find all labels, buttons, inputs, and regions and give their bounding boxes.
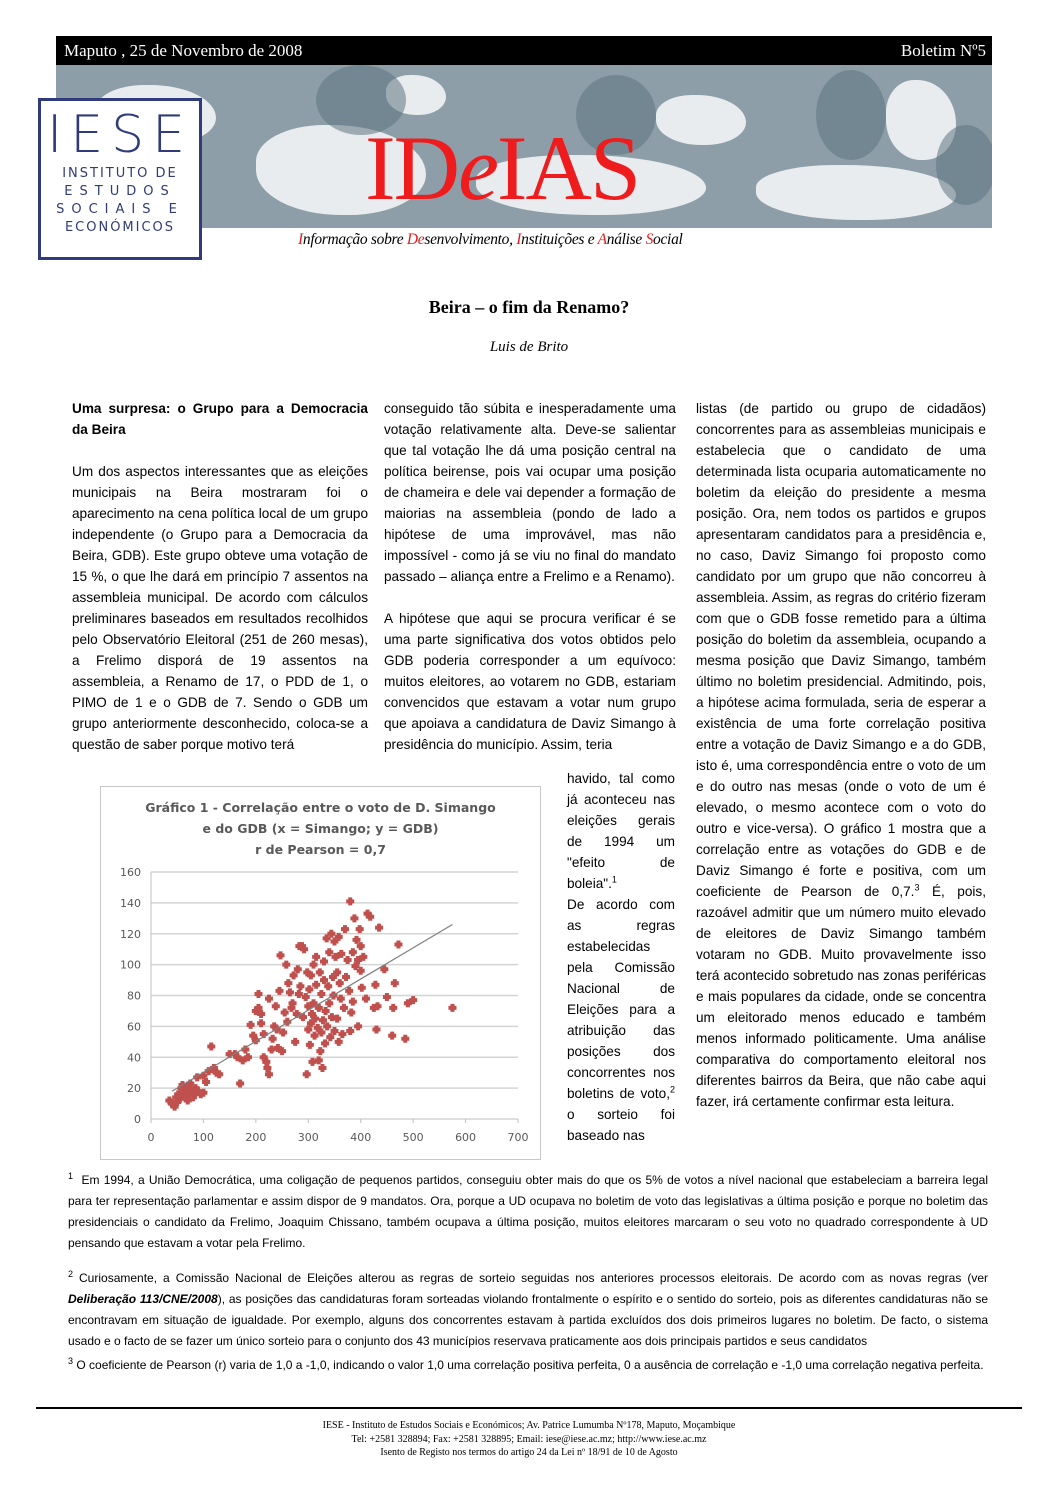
chart-title-line: Gráfico 1 - Correlação entre o voto de D. Simango (145, 800, 496, 815)
data-point (303, 1070, 311, 1078)
tagline-text: nstituições e (521, 231, 598, 248)
footnote-text: ), as posições das candidaturas foram sorteadas violando frontalmente o espírito e o sentido do sorteio, pois as diferentes candidaturas não se encontravam em situação de igualdade. Por exemplo, alguns dos concorrentes estavam à partida excluídos dos dois primeiros lugares no boletim. De facto, o sistema usado e o facto de se fazer um único sorteio para o conjunto dos 43 municípios reservava praticamente aos dois principais partidos e seus candidatos (68, 1292, 988, 1348)
x-tick-label: 400 (350, 1131, 372, 1144)
column-2-narrow (567, 768, 675, 1146)
data-point (335, 1038, 343, 1046)
data-point (312, 953, 320, 961)
publication-brand (365, 118, 639, 218)
x-tick-label: 100 (192, 1131, 214, 1144)
data-point (312, 981, 320, 989)
data-point (282, 961, 290, 969)
tagline (298, 231, 683, 249)
data-point (349, 998, 357, 1006)
data-point (336, 979, 344, 987)
brand-part: IAS (496, 117, 640, 219)
data-point (302, 993, 310, 1001)
data-point (341, 925, 349, 933)
data-point (254, 990, 262, 998)
data-point (358, 984, 366, 992)
paragraph (567, 768, 675, 894)
footnote-2 (68, 1268, 988, 1352)
y-tick-label: 100 (120, 958, 141, 972)
logo-line: ECONÓMICOS (64, 220, 176, 235)
data-point (388, 1032, 396, 1040)
footnote-marker: 3 (68, 1356, 74, 1366)
x-tick-label: 500 (402, 1131, 424, 1144)
paragraph-text: havido, tal como já aconteceu nas eleições gerais de 1994 um "efeito de boleia". (567, 771, 675, 891)
data-point (272, 1002, 280, 1010)
logo-line: INSTITUTO DE (62, 166, 178, 181)
footnote-text: Curiosamente, a Comissão Nacional de Eleições alterou as regras de sorteio seguidas nos anteriores processos eleitorais. De acordo com as novas regras (ver (79, 1271, 988, 1285)
section-heading: Uma surpresa: o Grupo para a Democracia da Beira (72, 401, 368, 437)
paragraph-text: De acordo com as regras estabelecidas pela Comissão Nacional de Eleições para a atribuição das posições dos concorrentes nos boletins de voto, (567, 897, 675, 1101)
data-point (316, 968, 324, 976)
data-point (236, 1079, 244, 1087)
data-point (325, 999, 333, 1007)
footnote-marker: 1 (68, 1171, 74, 1181)
data-point (296, 982, 304, 990)
column-3 (696, 398, 986, 1112)
logo-acronym: IESE (46, 105, 194, 165)
paragraph: Um dos aspectos interessantes que as eleições municipais na Beira mostraram foi o aparecimento na cena política local de um grupo independente (o Grupo para a Democracia da Beira, GDB). Este grupo obteve uma votação de 15 %, o que lhe dará em princípio 7 assentos na assembleia municipal. De acordo com cálculos preliminares baseados em resultados recolhidos pelo Observatório Eleitoral (251 de 260 mesas), a Frelimo disporá de 19 assentos na assembleia, a Renamo de 17, o PDD de 1, o PIMO de 1 e o GDB de 7. Sendo o GDB um grupo anteriormente desconhecido, coloca-se a questão de saber porque motivo terá (72, 464, 368, 752)
footnote-ref[interactable]: 3 (914, 882, 920, 893)
footnote-marker: 2 (68, 1269, 74, 1279)
scatter-chart (100, 786, 541, 1160)
footnote-ref[interactable]: 1 (611, 874, 617, 885)
data-point (269, 1035, 277, 1043)
data-point (318, 1064, 326, 1072)
y-tick-label: 80 (127, 989, 141, 1003)
footer-contact: Tel: +2581 328894; Fax: +2581 328895; Email: iese@iese.ac.mz; http://www.iese.ac.mz (351, 1433, 707, 1445)
y-tick-label: 40 (127, 1051, 141, 1065)
paragraph: A hipótese que aqui se procura verificar é se uma parte significativa dos votos obtidos pelo GDB poderia corresponder a um equívoco: muitos eleitores, ao votarem no GDB, estariam convencidos que estavam a votar num grupo que apoiava a candidatura de Daviz Simango à presidência do município. Assim, teria (384, 611, 676, 752)
tagline-text: nálise (606, 231, 646, 248)
data-point (371, 981, 379, 989)
data-point (375, 924, 383, 932)
data-point (284, 979, 292, 987)
page-footer (0, 1419, 1058, 1460)
data-point (281, 1008, 289, 1016)
footer-registration: Isento de Registo nos termos do artigo 24 da Lei nº 18/91 de 10 de Agosto (380, 1447, 678, 1458)
footnote-1 (68, 1170, 988, 1254)
column-2 (384, 398, 676, 755)
data-point (349, 948, 357, 956)
paragraph-text: É, pois, razoável admitir que um número muito elevado de eleitores de Daviz Simango também votaram no GDB. Muito provavelmente isso terá acontecido sobretudo nas zonas periféricas e mais populares da cidade, onde se concentra um eleitorado menos educado e também menos informado politicamente. Uma análise comparativa do comportamento eleitoral nos diferentes bairros da Beira, que não cabe aqui fazer, irá certamente confirmar esta leitura. (696, 884, 986, 1109)
data-point (322, 1007, 330, 1015)
y-tick-label: 120 (120, 927, 141, 941)
data-point (354, 1022, 362, 1030)
tagline-initial: De (406, 231, 425, 248)
data-point (356, 925, 364, 933)
data-point (207, 1042, 215, 1050)
footnote-text: O coeficiente de Pearson (r) varia de 1,0 a -1,0, indicando o valor 1,0 uma correlação positiva perfeita, 0 a ausência de correlação e -1,0 uma correlação negativa perfeita. (76, 1358, 984, 1372)
data-point (291, 1038, 299, 1046)
brand-part: e (458, 117, 497, 219)
data-point (305, 985, 313, 993)
data-point (346, 897, 354, 905)
data-point (346, 1027, 354, 1035)
tagline-text: senvolvimento, (424, 231, 517, 248)
data-point (347, 1008, 355, 1016)
data-point (338, 1030, 346, 1038)
x-tick-label: 700 (507, 1131, 529, 1144)
footer-address: IESE - Instituto de Estudos Sociais e Económicos; Av. Patrice Lumumba Nº178, Maputo, Moçambique (322, 1420, 736, 1431)
paragraph (567, 894, 675, 1146)
y-tick-label: 0 (134, 1113, 141, 1126)
footnote-3 (68, 1355, 988, 1376)
paragraph-text: listas (de partido ou grupo de cidadãos) concorrentes para as assembleias municipais e estabelecia que o candidato de uma determinada lista ocuparia automaticamente no boletim da eleição do presidente a mesma posição. Ora, nem todos os partidos e grupos apresentaram candidatos para a presidência e, no caso, Daviz Simango foi proposto como candidato por um grupo que não concorreu à assembleia. Assim, as regras do critério fizeram com que o GDB fosse remetido para a última posição do boletim da assembleia, ocupando a mesma posição que Daviz Simango, também último no boletim presidencial. Admitindo, pois, a hipótese acima formulada, seria de esperar a existência de uma forte correlação positiva entre a votação de Daviz Simango e a do GDB, isto é, uma correspondência entre o voto de um e do outro nas mesas (onde o voto de um é elevado, o mesmo acontece com o voto do outro e vice-versa). O gráfico 1 mostra que a correlação entre as votações do GDB e de Daviz Simango é forte e positiva, com um coeficiente de Pearson de 0,7. (696, 401, 986, 899)
brand-part: ID (365, 117, 459, 219)
issue-date: Maputo , 25 de Novembro de 2008 (64, 41, 303, 60)
data-point (389, 1004, 397, 1012)
paragraph: conseguido tão súbita e inesperadamente uma votação relativamente alta. Deve-se salientar que tal votação lhe dá uma posição central na política beirense, pois vai ocupar uma posição de chameira e dele vai depender a formação de maiorias na assembleia (pondo de lado a hipótese de uma improvável, mas não impossível - como já se viu no final do mandato passado – aliança entre a Frelimo e a Renamo). (384, 401, 676, 584)
article-title: Beira – o fim da Renamo? (428, 297, 630, 317)
chart-title (101, 797, 540, 860)
data-point (306, 1041, 314, 1049)
tagline-initial: S (645, 231, 654, 248)
y-tick-label: 20 (127, 1082, 141, 1096)
footnote-ref[interactable]: 2 (669, 1084, 675, 1095)
data-point (276, 951, 284, 959)
column-1 (72, 398, 368, 755)
data-point (383, 993, 391, 1001)
footer-divider (36, 1407, 1022, 1409)
data-point (247, 1021, 255, 1029)
data-point (342, 973, 350, 981)
x-tick-label: 200 (245, 1131, 267, 1144)
paragraph-text: o sorteio foi baseado nas (567, 1107, 675, 1143)
tagline-initial: I (516, 231, 522, 248)
chart-title-line: e do GDB (x = Simango; y = GDB) (202, 821, 439, 836)
data-point (340, 1004, 348, 1012)
data-point (317, 990, 325, 998)
x-tick-label: 0 (147, 1131, 155, 1144)
tagline-initial: I (298, 231, 303, 248)
paragraph (696, 398, 986, 1112)
x-tick-label: 600 (455, 1131, 477, 1144)
footnote-citation: Deliberação 113/CNE/2008 (68, 1292, 218, 1306)
x-tick-label: 300 (297, 1131, 319, 1144)
data-point (344, 956, 352, 964)
footnote-text: Em 1994, a União Democrática, uma coligação de pequenos partidos, conseguiu obter mais do que os 5% de votos a nível nacional que estabeleciam a barreira legal para ter representação parlamentar e assim dispor de 9 mandatos. Ora, porque a UD ocupava no boletim de voto das legislativas a última posição e porque no boletim das presidenciais o candidato da Frelimo, Joaquim Chissano, também ocupava a última posição, muitos eleitores marcaram o seu voto no quadrado correspondente à UD pensando que estavam a votar pela Frelimo. (68, 1173, 989, 1250)
data-point (295, 990, 303, 998)
data-point (394, 941, 402, 949)
data-point (391, 979, 399, 987)
data-point (448, 1004, 456, 1012)
data-point (350, 914, 358, 922)
y-tick-label: 60 (127, 1020, 141, 1034)
logo-line: SOCIAIS E (56, 202, 184, 217)
masthead-bar (56, 36, 992, 65)
data-point (316, 1047, 324, 1055)
tagline-initial: A (597, 231, 607, 248)
y-tick-label: 140 (120, 896, 141, 910)
data-point (321, 1039, 329, 1047)
data-point (310, 961, 318, 969)
tagline-text: ocial (653, 231, 683, 248)
iese-logo (38, 98, 202, 260)
y-tick-label: 160 (120, 866, 141, 879)
issue-number: Boletim Nº5 (900, 41, 986, 60)
trendline (172, 924, 452, 1091)
data-point (401, 1035, 409, 1043)
chart-title-line: r de Pearson = 0,7 (255, 842, 386, 857)
tagline-text: nformação sobre (302, 231, 407, 248)
data-point (311, 1032, 319, 1040)
logo-line: ESTUDOS (64, 184, 176, 199)
data-point (275, 987, 283, 995)
article-author: Luis de Brito (489, 339, 569, 355)
